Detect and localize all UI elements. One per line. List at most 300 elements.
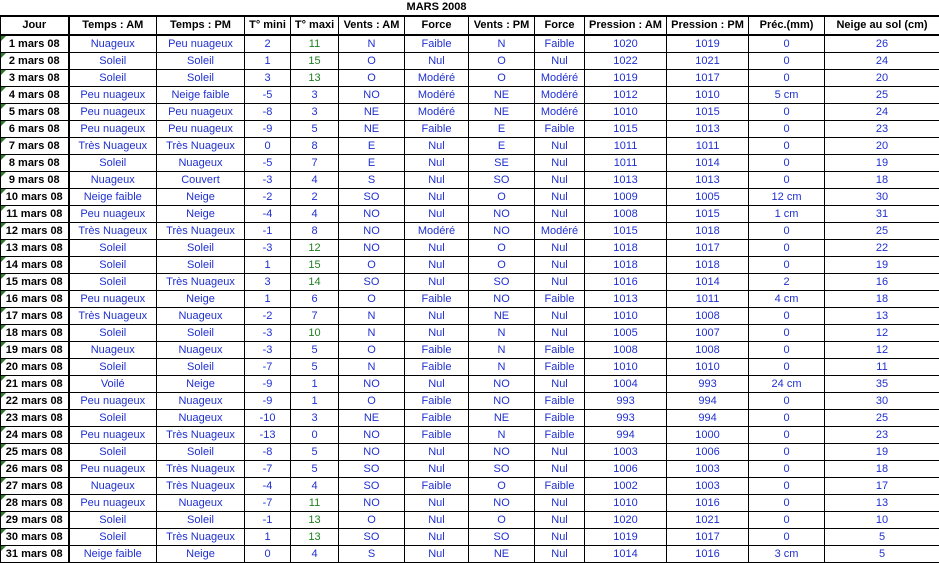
wind-pm-cell[interactable]: NE — [469, 87, 535, 104]
precipitation-cell[interactable]: 0 — [749, 138, 825, 155]
column-header[interactable]: Pression : PM — [667, 16, 749, 35]
snow-depth-cell[interactable]: 25 — [825, 223, 939, 240]
snow-depth-cell[interactable]: 23 — [825, 427, 939, 444]
temp-min-cell[interactable]: 1 — [245, 291, 291, 308]
pressure-am-cell[interactable]: 1003 — [585, 444, 667, 461]
temp-max-cell[interactable]: 5 — [291, 121, 339, 138]
precipitation-cell[interactable]: 0 — [749, 155, 825, 172]
pressure-pm-cell[interactable]: 1018 — [667, 257, 749, 274]
snow-depth-cell[interactable]: 22 — [825, 240, 939, 257]
pressure-pm-cell[interactable]: 1017 — [667, 529, 749, 546]
snow-depth-cell[interactable]: 12 — [825, 325, 939, 342]
pressure-pm-cell[interactable]: 1021 — [667, 512, 749, 529]
force-am-cell[interactable]: Nul — [405, 189, 469, 206]
force-am-cell[interactable]: Nul — [405, 155, 469, 172]
weather-pm-cell[interactable]: Soleil — [157, 53, 245, 70]
pressure-pm-cell[interactable]: 1003 — [667, 461, 749, 478]
weather-am-cell[interactable]: Nuageux — [69, 342, 157, 359]
force-am-cell[interactable]: Faible — [405, 342, 469, 359]
weather-am-cell[interactable]: Peu nuageux — [69, 461, 157, 478]
pressure-pm-cell[interactable]: 1013 — [667, 121, 749, 138]
force-pm-cell[interactable]: Nul — [535, 53, 585, 70]
weather-am-cell[interactable]: Peu nuageux — [69, 291, 157, 308]
temp-min-cell[interactable]: -9 — [245, 121, 291, 138]
pressure-pm-cell[interactable]: 1016 — [667, 546, 749, 563]
wind-pm-cell[interactable]: NO — [469, 206, 535, 223]
temp-max-cell[interactable]: 1 — [291, 393, 339, 410]
wind-am-cell[interactable]: NO — [339, 87, 405, 104]
day-cell[interactable] — [1, 427, 69, 444]
weather-pm-cell[interactable]: Nuageux — [157, 155, 245, 172]
force-pm-cell[interactable]: Nul — [535, 155, 585, 172]
wind-pm-cell[interactable]: SO — [469, 529, 535, 546]
pressure-pm-cell[interactable]: 1014 — [667, 274, 749, 291]
column-header[interactable]: Vents : PM — [469, 16, 535, 35]
pressure-am-cell[interactable]: 1002 — [585, 478, 667, 495]
sheet-title[interactable]: MARS 2008 — [339, 0, 535, 16]
pressure-pm-cell[interactable]: 1013 — [667, 172, 749, 189]
column-header[interactable]: Temps : PM — [157, 16, 245, 35]
pressure-am-cell[interactable]: 1008 — [585, 342, 667, 359]
wind-pm-cell[interactable]: N — [469, 359, 535, 376]
temp-min-cell[interactable]: -3 — [245, 240, 291, 257]
snow-depth-cell[interactable]: 18 — [825, 291, 939, 308]
snow-depth-cell[interactable]: 20 — [825, 70, 939, 87]
snow-depth-cell[interactable]: 24 — [825, 104, 939, 121]
force-am-cell[interactable]: Nul — [405, 172, 469, 189]
pressure-pm-cell[interactable]: 1014 — [667, 155, 749, 172]
temp-max-cell[interactable]: 0 — [291, 427, 339, 444]
weather-pm-cell[interactable]: Très Nuageux — [157, 223, 245, 240]
day-cell[interactable] — [1, 53, 69, 70]
wind-am-cell[interactable]: NE — [339, 410, 405, 427]
temp-max-cell[interactable]: 10 — [291, 325, 339, 342]
wind-pm-cell[interactable]: O — [469, 70, 535, 87]
wind-am-cell[interactable]: O — [339, 53, 405, 70]
precipitation-cell[interactable]: 0 — [749, 427, 825, 444]
day-cell[interactable] — [1, 223, 69, 240]
wind-pm-cell[interactable]: NO — [469, 495, 535, 512]
temp-min-cell[interactable]: 0 — [245, 546, 291, 563]
wind-pm-cell[interactable]: O — [469, 257, 535, 274]
temp-max-cell[interactable]: 7 — [291, 308, 339, 325]
force-am-cell[interactable]: Nul — [405, 546, 469, 563]
force-am-cell[interactable]: Modéré — [405, 223, 469, 240]
temp-min-cell[interactable]: 1 — [245, 257, 291, 274]
day-cell[interactable] — [1, 189, 69, 206]
force-am-cell[interactable]: Nul — [405, 461, 469, 478]
weather-am-cell[interactable]: Soleil — [69, 240, 157, 257]
column-header[interactable]: Jour — [1, 16, 69, 35]
force-pm-cell[interactable]: Modéré — [535, 104, 585, 121]
force-am-cell[interactable]: Nul — [405, 444, 469, 461]
force-pm-cell[interactable]: Faible — [535, 478, 585, 495]
snow-depth-cell[interactable]: 16 — [825, 274, 939, 291]
force-am-cell[interactable]: Nul — [405, 53, 469, 70]
weather-am-cell[interactable]: Très Nuageux — [69, 223, 157, 240]
day-cell[interactable] — [1, 342, 69, 359]
force-am-cell[interactable]: Nul — [405, 325, 469, 342]
temp-max-cell[interactable]: 5 — [291, 444, 339, 461]
pressure-pm-cell[interactable]: 1015 — [667, 104, 749, 121]
weather-am-cell[interactable]: Nuageux — [69, 35, 157, 53]
weather-pm-cell[interactable]: Soleil — [157, 444, 245, 461]
weather-pm-cell[interactable]: Peu nuageux — [157, 121, 245, 138]
day-cell[interactable] — [1, 172, 69, 189]
pressure-pm-cell[interactable]: 1016 — [667, 495, 749, 512]
weather-am-cell[interactable]: Neige faible — [69, 546, 157, 563]
force-am-cell[interactable]: Nul — [405, 495, 469, 512]
pressure-pm-cell[interactable]: 1015 — [667, 206, 749, 223]
temp-min-cell[interactable]: 1 — [245, 529, 291, 546]
temp-min-cell[interactable]: -8 — [245, 104, 291, 121]
temp-min-cell[interactable]: -5 — [245, 155, 291, 172]
weather-pm-cell[interactable]: Très Nuageux — [157, 461, 245, 478]
pressure-am-cell[interactable]: 1010 — [585, 104, 667, 121]
wind-pm-cell[interactable]: O — [469, 512, 535, 529]
weather-am-cell[interactable]: Soleil — [69, 529, 157, 546]
wind-pm-cell[interactable]: SO — [469, 172, 535, 189]
temp-min-cell[interactable]: -1 — [245, 512, 291, 529]
force-am-cell[interactable]: Nul — [405, 257, 469, 274]
pressure-pm-cell[interactable]: 1000 — [667, 427, 749, 444]
force-pm-cell[interactable]: Faible — [535, 393, 585, 410]
force-am-cell[interactable]: Modéré — [405, 87, 469, 104]
temp-max-cell[interactable]: 15 — [291, 257, 339, 274]
wind-pm-cell[interactable]: E — [469, 138, 535, 155]
force-pm-cell[interactable]: Nul — [535, 189, 585, 206]
wind-pm-cell[interactable]: O — [469, 53, 535, 70]
temp-min-cell[interactable]: -3 — [245, 172, 291, 189]
force-am-cell[interactable]: Faible — [405, 393, 469, 410]
day-cell[interactable] — [1, 325, 69, 342]
pressure-pm-cell[interactable]: 1008 — [667, 342, 749, 359]
day-cell[interactable] — [1, 240, 69, 257]
weather-pm-cell[interactable]: Très Nuageux — [157, 427, 245, 444]
wind-am-cell[interactable]: NO — [339, 444, 405, 461]
temp-min-cell[interactable]: -1 — [245, 223, 291, 240]
pressure-am-cell[interactable]: 1018 — [585, 240, 667, 257]
pressure-pm-cell[interactable]: 1008 — [667, 308, 749, 325]
temp-min-cell[interactable]: -7 — [245, 495, 291, 512]
weather-am-cell[interactable]: Soleil — [69, 274, 157, 291]
pressure-pm-cell[interactable]: 1019 — [667, 35, 749, 53]
weather-pm-cell[interactable]: Très Nuageux — [157, 478, 245, 495]
precipitation-cell[interactable]: 0 — [749, 512, 825, 529]
weather-am-cell[interactable]: Peu nuageux — [69, 87, 157, 104]
pressure-pm-cell[interactable]: 1003 — [667, 478, 749, 495]
pressure-pm-cell[interactable]: 994 — [667, 410, 749, 427]
pressure-am-cell[interactable]: 1022 — [585, 53, 667, 70]
force-am-cell[interactable]: Faible — [405, 478, 469, 495]
wind-am-cell[interactable]: N — [339, 359, 405, 376]
pressure-am-cell[interactable]: 1012 — [585, 87, 667, 104]
force-am-cell[interactable]: Nul — [405, 376, 469, 393]
force-pm-cell[interactable]: Modéré — [535, 87, 585, 104]
pressure-pm-cell[interactable]: 1011 — [667, 138, 749, 155]
force-am-cell[interactable]: Modéré — [405, 70, 469, 87]
force-pm-cell[interactable]: Nul — [535, 512, 585, 529]
wind-pm-cell[interactable]: NE — [469, 308, 535, 325]
column-header[interactable]: Force — [405, 16, 469, 35]
temp-min-cell[interactable]: -2 — [245, 189, 291, 206]
temp-max-cell[interactable]: 3 — [291, 87, 339, 104]
weather-am-cell[interactable]: Soleil — [69, 53, 157, 70]
temp-max-cell[interactable]: 11 — [291, 35, 339, 53]
temp-max-cell[interactable]: 3 — [291, 104, 339, 121]
precipitation-cell[interactable]: 2 — [749, 274, 825, 291]
pressure-am-cell[interactable]: 994 — [585, 427, 667, 444]
precipitation-cell[interactable]: 0 — [749, 410, 825, 427]
pressure-pm-cell[interactable]: 1006 — [667, 444, 749, 461]
weather-am-cell[interactable]: Soleil — [69, 70, 157, 87]
weather-pm-cell[interactable]: Nuageux — [157, 495, 245, 512]
precipitation-cell[interactable]: 3 cm — [749, 546, 825, 563]
wind-am-cell[interactable]: O — [339, 393, 405, 410]
temp-max-cell[interactable]: 13 — [291, 529, 339, 546]
pressure-am-cell[interactable]: 1013 — [585, 291, 667, 308]
force-pm-cell[interactable]: Nul — [535, 240, 585, 257]
pressure-am-cell[interactable]: 993 — [585, 393, 667, 410]
temp-min-cell[interactable]: -9 — [245, 393, 291, 410]
temp-max-cell[interactable]: 3 — [291, 410, 339, 427]
wind-pm-cell[interactable]: N — [469, 342, 535, 359]
force-am-cell[interactable]: Faible — [405, 359, 469, 376]
temp-max-cell[interactable]: 8 — [291, 138, 339, 155]
column-header[interactable]: Vents : AM — [339, 16, 405, 35]
wind-am-cell[interactable]: S — [339, 546, 405, 563]
temp-min-cell[interactable]: -4 — [245, 478, 291, 495]
wind-am-cell[interactable]: E — [339, 138, 405, 155]
temp-min-cell[interactable]: -9 — [245, 376, 291, 393]
day-cell[interactable] — [1, 512, 69, 529]
temp-max-cell[interactable]: 11 — [291, 495, 339, 512]
wind-am-cell[interactable]: NO — [339, 376, 405, 393]
weather-pm-cell[interactable]: Soleil — [157, 512, 245, 529]
snow-depth-cell[interactable]: 12 — [825, 342, 939, 359]
snow-depth-cell[interactable]: 18 — [825, 461, 939, 478]
weather-pm-cell[interactable]: Soleil — [157, 240, 245, 257]
day-cell[interactable] — [1, 546, 69, 563]
pressure-am-cell[interactable]: 1019 — [585, 70, 667, 87]
weather-pm-cell[interactable]: Peu nuageux — [157, 35, 245, 53]
wind-pm-cell[interactable]: NO — [469, 223, 535, 240]
snow-depth-cell[interactable]: 30 — [825, 189, 939, 206]
pressure-am-cell[interactable]: 1006 — [585, 461, 667, 478]
pressure-pm-cell[interactable]: 1018 — [667, 223, 749, 240]
wind-am-cell[interactable]: NO — [339, 240, 405, 257]
precipitation-cell[interactable]: 24 cm — [749, 376, 825, 393]
snow-depth-cell[interactable]: 5 — [825, 546, 939, 563]
wind-pm-cell[interactable]: O — [469, 240, 535, 257]
precipitation-cell[interactable]: 4 cm — [749, 291, 825, 308]
force-pm-cell[interactable]: Nul — [535, 376, 585, 393]
wind-pm-cell[interactable]: SO — [469, 461, 535, 478]
force-am-cell[interactable]: Nul — [405, 206, 469, 223]
force-am-cell[interactable]: Nul — [405, 308, 469, 325]
day-cell[interactable] — [1, 308, 69, 325]
wind-pm-cell[interactable]: NO — [469, 444, 535, 461]
weather-pm-cell[interactable]: Neige — [157, 291, 245, 308]
weather-am-cell[interactable]: Peu nuageux — [69, 393, 157, 410]
weather-pm-cell[interactable]: Peu nuageux — [157, 104, 245, 121]
force-pm-cell[interactable]: Nul — [535, 206, 585, 223]
wind-am-cell[interactable]: O — [339, 512, 405, 529]
day-cell[interactable] — [1, 410, 69, 427]
wind-am-cell[interactable]: SO — [339, 478, 405, 495]
force-pm-cell[interactable]: Faible — [535, 35, 585, 53]
pressure-pm-cell[interactable]: 1005 — [667, 189, 749, 206]
temp-max-cell[interactable]: 14 — [291, 274, 339, 291]
day-cell[interactable] — [1, 359, 69, 376]
weather-am-cell[interactable]: Soleil — [69, 444, 157, 461]
temp-max-cell[interactable]: 6 — [291, 291, 339, 308]
force-pm-cell[interactable]: Nul — [535, 138, 585, 155]
weather-am-cell[interactable]: Neige faible — [69, 189, 157, 206]
snow-depth-cell[interactable]: 19 — [825, 155, 939, 172]
wind-am-cell[interactable]: N — [339, 325, 405, 342]
force-pm-cell[interactable]: Faible — [535, 291, 585, 308]
snow-depth-cell[interactable]: 18 — [825, 172, 939, 189]
precipitation-cell[interactable]: 0 — [749, 53, 825, 70]
wind-pm-cell[interactable]: NO — [469, 291, 535, 308]
pressure-am-cell[interactable]: 1020 — [585, 512, 667, 529]
precipitation-cell[interactable]: 0 — [749, 240, 825, 257]
wind-pm-cell[interactable]: N — [469, 35, 535, 53]
wind-am-cell[interactable]: N — [339, 35, 405, 53]
wind-am-cell[interactable]: SO — [339, 189, 405, 206]
weather-am-cell[interactable]: Peu nuageux — [69, 121, 157, 138]
temp-min-cell[interactable]: 0 — [245, 138, 291, 155]
pressure-am-cell[interactable]: 1010 — [585, 359, 667, 376]
temp-min-cell[interactable]: -5 — [245, 87, 291, 104]
weather-am-cell[interactable]: Voilé — [69, 376, 157, 393]
temp-min-cell[interactable]: 3 — [245, 70, 291, 87]
force-pm-cell[interactable]: Nul — [535, 172, 585, 189]
temp-max-cell[interactable]: 5 — [291, 342, 339, 359]
pressure-pm-cell[interactable]: 1007 — [667, 325, 749, 342]
temp-max-cell[interactable]: 7 — [291, 155, 339, 172]
wind-am-cell[interactable]: O — [339, 342, 405, 359]
weather-am-cell[interactable]: Soleil — [69, 359, 157, 376]
pressure-am-cell[interactable]: 1016 — [585, 274, 667, 291]
weather-pm-cell[interactable]: Très Nuageux — [157, 529, 245, 546]
force-am-cell[interactable]: Faible — [405, 291, 469, 308]
force-pm-cell[interactable]: Faible — [535, 427, 585, 444]
force-pm-cell[interactable]: Faible — [535, 342, 585, 359]
wind-pm-cell[interactable]: N — [469, 427, 535, 444]
snow-depth-cell[interactable]: 25 — [825, 410, 939, 427]
force-pm-cell[interactable]: Faible — [535, 359, 585, 376]
pressure-pm-cell[interactable]: 1011 — [667, 291, 749, 308]
weather-pm-cell[interactable]: Neige — [157, 546, 245, 563]
force-am-cell[interactable]: Faible — [405, 121, 469, 138]
weather-pm-cell[interactable]: Nuageux — [157, 393, 245, 410]
snow-depth-cell[interactable]: 25 — [825, 87, 939, 104]
wind-pm-cell[interactable]: NE — [469, 410, 535, 427]
pressure-am-cell[interactable]: 1010 — [585, 495, 667, 512]
temp-max-cell[interactable]: 8 — [291, 223, 339, 240]
snow-depth-cell[interactable]: 11 — [825, 359, 939, 376]
pressure-pm-cell[interactable]: 1021 — [667, 53, 749, 70]
force-pm-cell[interactable]: Nul — [535, 529, 585, 546]
pressure-am-cell[interactable]: 1004 — [585, 376, 667, 393]
force-pm-cell[interactable]: Nul — [535, 325, 585, 342]
temp-max-cell[interactable]: 13 — [291, 512, 339, 529]
pressure-am-cell[interactable]: 1009 — [585, 189, 667, 206]
column-header[interactable]: T° mini — [245, 16, 291, 35]
wind-pm-cell[interactable]: E — [469, 121, 535, 138]
wind-am-cell[interactable]: SO — [339, 274, 405, 291]
pressure-pm-cell[interactable]: 993 — [667, 376, 749, 393]
weather-pm-cell[interactable]: Soleil — [157, 325, 245, 342]
wind-am-cell[interactable]: O — [339, 291, 405, 308]
force-pm-cell[interactable]: Nul — [535, 495, 585, 512]
pressure-am-cell[interactable]: 1008 — [585, 206, 667, 223]
day-cell[interactable] — [1, 393, 69, 410]
wind-pm-cell[interactable]: O — [469, 189, 535, 206]
wind-am-cell[interactable]: O — [339, 257, 405, 274]
temp-min-cell[interactable]: -13 — [245, 427, 291, 444]
day-cell[interactable] — [1, 376, 69, 393]
wind-am-cell[interactable]: S — [339, 172, 405, 189]
day-cell[interactable] — [1, 138, 69, 155]
wind-am-cell[interactable]: SO — [339, 529, 405, 546]
pressure-pm-cell[interactable]: 1017 — [667, 70, 749, 87]
day-cell[interactable] — [1, 257, 69, 274]
precipitation-cell[interactable]: 0 — [749, 461, 825, 478]
weather-am-cell[interactable]: Soleil — [69, 512, 157, 529]
temp-min-cell[interactable]: -7 — [245, 359, 291, 376]
precipitation-cell[interactable]: 0 — [749, 342, 825, 359]
weather-pm-cell[interactable]: Soleil — [157, 257, 245, 274]
temp-min-cell[interactable]: 1 — [245, 53, 291, 70]
temp-max-cell[interactable]: 4 — [291, 206, 339, 223]
pressure-am-cell[interactable]: 1011 — [585, 155, 667, 172]
force-am-cell[interactable]: Faible — [405, 410, 469, 427]
weather-am-cell[interactable]: Très Nuageux — [69, 138, 157, 155]
temp-max-cell[interactable]: 12 — [291, 240, 339, 257]
day-cell[interactable] — [1, 206, 69, 223]
wind-am-cell[interactable]: NO — [339, 206, 405, 223]
weather-am-cell[interactable]: Soleil — [69, 325, 157, 342]
day-cell[interactable] — [1, 87, 69, 104]
weather-pm-cell[interactable]: Soleil — [157, 70, 245, 87]
force-am-cell[interactable]: Faible — [405, 427, 469, 444]
snow-depth-cell[interactable]: 17 — [825, 478, 939, 495]
precipitation-cell[interactable]: 0 — [749, 359, 825, 376]
weather-pm-cell[interactable]: Très Nuageux — [157, 274, 245, 291]
day-cell[interactable] — [1, 291, 69, 308]
weather-pm-cell[interactable]: Neige — [157, 189, 245, 206]
snow-depth-cell[interactable]: 31 — [825, 206, 939, 223]
pressure-am-cell[interactable]: 1019 — [585, 529, 667, 546]
weather-pm-cell[interactable]: Neige faible — [157, 87, 245, 104]
pressure-am-cell[interactable]: 1014 — [585, 546, 667, 563]
force-pm-cell[interactable]: Nul — [535, 257, 585, 274]
force-pm-cell[interactable]: Faible — [535, 121, 585, 138]
precipitation-cell[interactable]: 0 — [749, 495, 825, 512]
snow-depth-cell[interactable]: 19 — [825, 257, 939, 274]
day-cell[interactable] — [1, 461, 69, 478]
weather-am-cell[interactable]: Soleil — [69, 155, 157, 172]
temp-min-cell[interactable]: 3 — [245, 274, 291, 291]
force-am-cell[interactable]: Faible — [405, 35, 469, 53]
wind-am-cell[interactable]: NO — [339, 495, 405, 512]
snow-depth-cell[interactable]: 10 — [825, 512, 939, 529]
day-cell[interactable] — [1, 529, 69, 546]
pressure-am-cell[interactable]: 1013 — [585, 172, 667, 189]
